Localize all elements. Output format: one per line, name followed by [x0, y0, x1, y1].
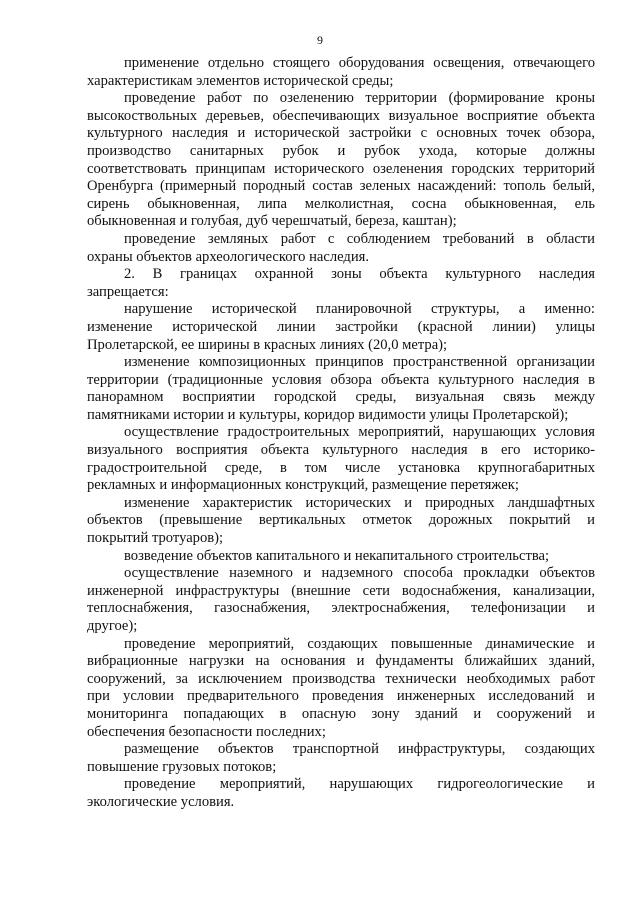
text-line: Пролетарской, ее ширины в красных линиях (20,0 метра);: [87, 336, 448, 353]
text-line: осуществление градостроительных мероприятий, нарушающих условия: [124, 424, 595, 441]
text-line: при условии предварительного проведения инженерных исследований и: [87, 688, 595, 705]
text-line: сооружений, за исключением производства технически необходимых работ: [87, 670, 595, 687]
text-line: территории (традиционные условия обзора объекта культурного наследия в: [87, 371, 595, 388]
text-line: обыкновенная и голубая, дуб черешчатый, береза, каштан);: [87, 213, 457, 230]
paragraph: [87, 90, 595, 231]
text-line: изменение композиционных принципов пространственной организации: [124, 354, 595, 371]
text-line: нарушение исторической планировочной структуры, а именно:: [124, 301, 595, 318]
paragraph: [87, 266, 595, 301]
paragraph: [87, 565, 595, 635]
paragraph: [87, 636, 595, 742]
text-line: культурного наследия и исторической застройки с основных точек обзора,: [87, 125, 595, 142]
text-line: охраны объектов археологического наследия.: [87, 248, 370, 265]
text-line: градостроительной среде, в том числе установка крупногабаритных: [87, 459, 595, 476]
text-line: мониторинга попадающих в опасную зону зданий и сооружений и: [87, 705, 595, 722]
text-line: соответствовать принципам исторического озеленения городских территорий: [87, 160, 595, 177]
text-line: изменение характеристик исторических и природных ландшафтных: [124, 494, 595, 511]
text-line: памятниками истории и культуры, коридор видимости улицы Пролетарской);: [87, 406, 569, 423]
text-line: размещение объектов транспортной инфраструктуры, создающих: [124, 741, 595, 758]
text-line: проведение мероприятий, нарушающих гидрогеологические и: [124, 776, 595, 793]
text-line: покрытий тротуаров);: [87, 530, 224, 547]
text-line: применение отдельно стоящего оборудования освещения, отвечающего: [124, 55, 595, 71]
text-line: другое);: [87, 618, 138, 634]
paragraph: [87, 231, 595, 266]
text-line: обеспечения безопасности последних;: [87, 723, 326, 740]
text-line: проведение земляных работ с соблюдением требований в области: [124, 230, 595, 247]
text-line: проведение работ по озеленению территории (формирование кроны: [124, 90, 595, 107]
text-line: повышение грузовых потоков;: [87, 758, 277, 775]
text-line: 2. В границах охранной зоны объекта культурного наследия: [124, 266, 595, 283]
paragraph: [87, 548, 595, 566]
page-number: 9: [317, 33, 323, 47]
text-line: инженерной инфраструктуры (внешние сети водоснабжения, канализации,: [87, 582, 595, 599]
paragraph: [87, 776, 595, 811]
text-line: Оренбурга (примерный породный состав зеленых насаждений: тополь белый,: [87, 178, 595, 195]
paragraph: [87, 741, 595, 776]
text-line: изменение исторической линии застройки (красной линии) улицы: [87, 318, 595, 335]
text-line: теплоснабжения, газоснабжения, электроснабжения, телефонизации и: [87, 600, 595, 617]
text-line: возведение объектов капитального и некапитального строительства;: [124, 547, 550, 564]
paragraph: [87, 354, 595, 424]
text-line: характеристикам элементов исторической среды;: [87, 72, 394, 89]
paragraph: [87, 55, 595, 90]
text-line: панорамном восприятии городской среды, визуальная связь между: [87, 389, 595, 406]
text-line: вибрационные нагрузки на основания и фундаменты ближайших зданий,: [87, 653, 595, 670]
text-line: проведение мероприятий, создающих повышенные динамические и: [124, 635, 595, 652]
text-line: рекламных и информационных конструкций, размещение перетяжек;: [87, 477, 519, 494]
text-line: запрещается:: [87, 283, 169, 300]
text-line: осуществление наземного и надземного способа прокладки объектов: [124, 565, 595, 582]
paragraph: [87, 495, 595, 548]
paragraph: [87, 424, 595, 494]
text-line: экологические условия.: [87, 793, 235, 810]
paragraph: [87, 301, 595, 354]
text-line: объектов (превышение вертикальных отметок дорожных покрытий и: [87, 512, 595, 529]
text-line: визуального восприятия объекта культурного наследия в его историко-: [87, 442, 595, 459]
text-line: высокоствольных деревьев, обеспечивающих визуальное восприятие объекта: [87, 107, 595, 124]
text-line: сирень обыкновенная, липа мелколистная, сосна обыкновенная, ель: [87, 195, 595, 212]
document-body: [87, 55, 595, 812]
text-line: производство санитарных рубок и рубок ухода, которые должны: [87, 142, 595, 159]
